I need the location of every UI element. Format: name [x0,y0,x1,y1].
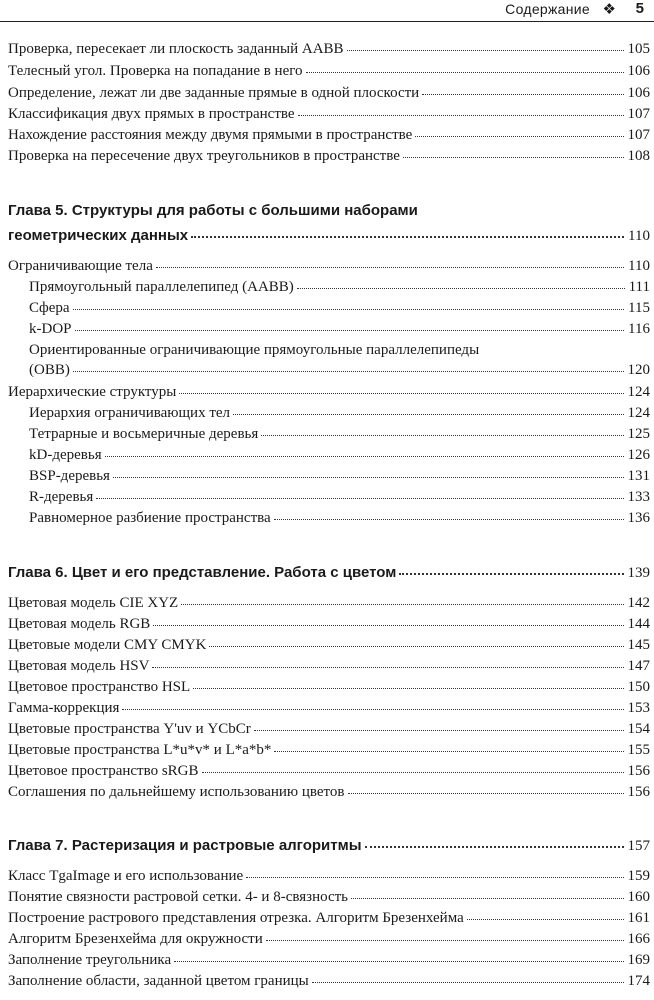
toc-entry[interactable]: Цветовые пространства Y'uv и YCbCr 154 [8,721,650,737]
toc-entry[interactable]: Алгоритм Брезенхейма для окружности 166 [8,931,650,947]
toc-subentry-line1[interactable]: Ориентированные ограничивающие прямоугольные параллелепипеды [29,342,480,358]
toc-entry[interactable]: Понятие связности растровой сетки. 4- и 8-связность 160 [8,889,650,905]
header-page-number: 5 [635,0,644,17]
toc-entry[interactable]: Иерархические структуры 124 [8,384,650,400]
toc-entry[interactable]: Цветовая модель RGB 144 [8,616,650,632]
chapter-6-heading[interactable]: Глава 6. Цвет и его представление. Работа с цветом 139 [8,564,650,581]
header-rule [0,21,654,22]
toc-subentry[interactable]: (OBB) 120 [29,362,650,378]
header-title: Содержание [505,1,590,17]
ornament-icon: ❖ [602,0,616,18]
chapter-5-heading[interactable]: геометрических данных 110 [8,227,650,244]
toc-subentry[interactable]: Иерархия ограничивающих тел 124 [29,405,650,421]
chapter-5-title-line1[interactable]: Глава 5. Структуры для работы с большими наборами [8,202,418,219]
toc-entry[interactable]: Цветовое пространство sRGB 156 [8,763,650,779]
toc-subentry[interactable]: Тетрарные и восьмеричные деревья 125 [29,426,650,442]
toc-subentry[interactable]: BSP-деревья 131 [29,468,650,484]
toc-subentry[interactable]: kD-деревья 126 [29,447,650,463]
toc-entry[interactable]: Цветовая модель CIE XYZ 142 [8,595,650,611]
toc-entry[interactable]: Определение, лежат ли две заданные прямые в одной плоскости 106 [8,85,650,101]
toc-entry[interactable]: Заполнение треугольника 169 [8,952,650,968]
toc-entry[interactable]: Цветовые пространства L*u*v* и L*a*b* 155 [8,742,650,758]
toc-entry[interactable]: Цветовые модели CMY CMYK 145 [8,637,650,653]
toc-entry[interactable]: Построение растрового представления отрезка. Алгоритм Брезенхейма 161 [8,910,650,926]
toc-entry[interactable]: Телесный угол. Проверка на попадание в него 106 [8,63,650,79]
chapter-7-heading[interactable]: Глава 7. Растеризация и растровые алгоритмы 157 [8,837,650,854]
toc-subentry[interactable]: Прямоугольный параллелепипед (AABB) 111 [29,279,650,295]
toc-entry[interactable]: Проверка, пересекает ли плоскость заданный AABB 105 [8,41,650,57]
toc-subentry[interactable]: k-DOP 116 [29,321,650,337]
toc-entry[interactable]: Заполнение области, заданной цветом границы 174 [8,973,650,989]
toc-entry[interactable]: Цветовая модель HSV 147 [8,658,650,674]
toc-entry[interactable]: Нахождение расстояния между двумя прямыми в пространстве 107 [8,127,650,143]
toc-subentry[interactable]: Сфера 115 [29,300,650,316]
toc-entry[interactable]: Ограничивающие тела 110 [8,258,650,274]
toc-entry[interactable]: Классификация двух прямых в пространстве 107 [8,106,650,122]
toc-entry[interactable]: Цветовое пространство HSL 150 [8,679,650,695]
toc-subentry[interactable]: R-деревья 133 [29,489,650,505]
toc-entry[interactable]: Проверка на пересечение двух треугольников в пространстве 108 [8,148,650,164]
toc-entry[interactable]: Соглашения по дальнейшему использованию цветов 156 [8,784,650,800]
toc-subentry[interactable]: Равномерное разбиение пространства 136 [29,510,650,526]
toc-entry[interactable]: Гамма-коррекция 153 [8,700,650,716]
toc-entry[interactable]: Класс TgaImage и его использование 159 [8,868,650,884]
running-header [0,0,654,22]
